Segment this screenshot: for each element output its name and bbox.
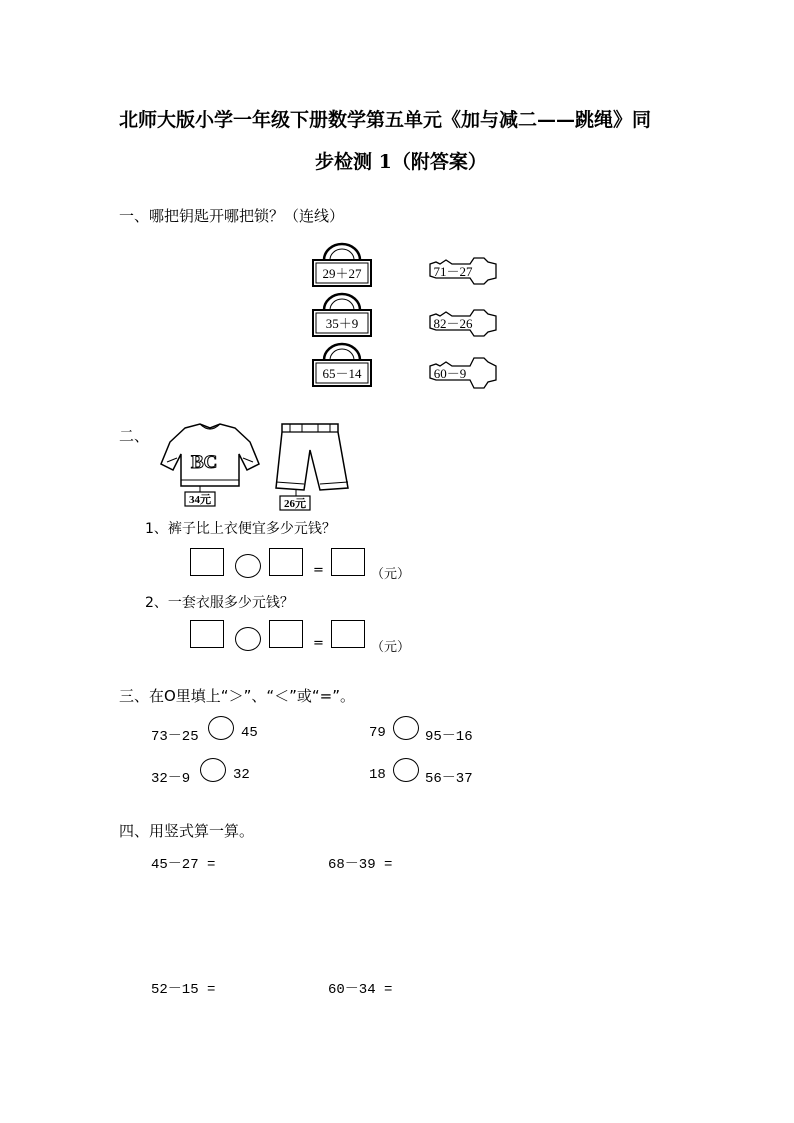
lock-3-label: 65－14: [322, 366, 362, 381]
key-2-label: 82－26: [433, 316, 473, 331]
section4-heading: 四、用竖式算一算。: [119, 822, 255, 840]
q2-result-box[interactable]: [331, 620, 365, 648]
lock-3[interactable]: [313, 344, 371, 386]
key-3[interactable]: [430, 358, 496, 388]
vertical-calc-1: 45－27 =: [151, 857, 216, 873]
q1-unit-label: （元）: [371, 567, 411, 582]
compare-4-left: 18: [369, 767, 386, 783]
q1-result-box[interactable]: [331, 548, 365, 576]
q2-answer-box-2[interactable]: [269, 620, 303, 648]
compare-1-right: 45: [241, 725, 258, 741]
compare-3-right: 32: [233, 767, 250, 783]
shirt-logo-text: BC: [191, 452, 218, 473]
section2-question1: 1、裤子比上衣便宜多少元钱？: [145, 521, 336, 537]
compare-4-circle[interactable]: [393, 758, 419, 782]
compare-1-left: 73－25: [151, 729, 199, 745]
compare-2-circle[interactable]: [393, 716, 419, 740]
section1-heading: 一、哪把钥匙开哪把锁？（连线）: [119, 207, 345, 225]
lock-key-matching-figure: [300, 238, 520, 398]
key-1-label: 71－27: [433, 264, 473, 279]
q1-operator-circle[interactable]: [235, 554, 261, 578]
section2-question2: 2、一套衣服多少元钱？: [145, 595, 294, 611]
pants-image: [268, 418, 358, 518]
compare-2-right: 95－16: [425, 729, 473, 745]
shirt-price-tag: 34元: [189, 494, 211, 506]
lock-1-label: 29＋27: [322, 266, 362, 281]
section2-heading: 二、: [119, 427, 150, 445]
lock-2-label: 35＋9: [325, 316, 359, 331]
vertical-calc-4: 60－34 =: [328, 982, 393, 998]
compare-1-circle[interactable]: [208, 716, 234, 740]
shirt-image: [155, 418, 265, 513]
q2-operator-circle[interactable]: [235, 627, 261, 651]
q2-answer-box-1[interactable]: [190, 620, 224, 648]
key-3-label: 60－9: [433, 366, 467, 381]
lock-2[interactable]: [313, 294, 371, 336]
vertical-calc-2: 68－39 =: [328, 857, 393, 873]
q2-equals-sign: =: [313, 636, 324, 651]
q1-answer-box-2[interactable]: [269, 548, 303, 576]
q1-equals-sign: =: [313, 563, 324, 578]
compare-4-right: 56－37: [425, 771, 473, 787]
lock-1[interactable]: [313, 244, 371, 286]
page-title-line1: 北师大版小学一年级下册数学第五单元《加与减二——跳绳》同: [119, 109, 652, 131]
compare-2-left: 79: [369, 725, 386, 741]
key-2[interactable]: [430, 310, 496, 336]
q1-answer-box-1[interactable]: [190, 548, 224, 576]
pants-price-tag: 26元: [284, 498, 306, 510]
vertical-calc-3: 52－15 =: [151, 982, 216, 998]
section3-heading: 三、在O里填上“＞”、“＜”或“=”。: [119, 687, 356, 705]
page-title-line2: 步检测 1（附答案）: [315, 151, 487, 173]
q2-unit-label: （元）: [371, 640, 411, 655]
key-1[interactable]: [430, 258, 496, 284]
compare-3-circle[interactable]: [200, 758, 226, 782]
compare-3-left: 32－9: [151, 771, 191, 787]
